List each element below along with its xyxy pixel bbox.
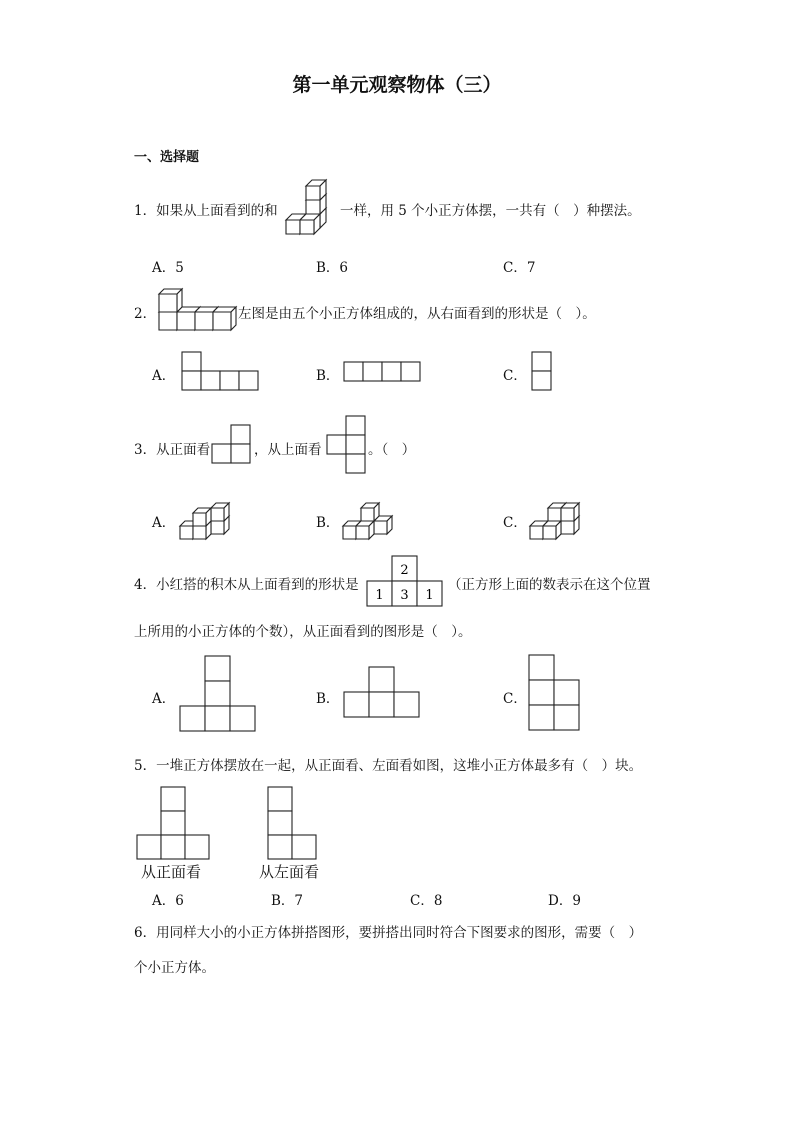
q3-option-b-figure	[341, 492, 397, 542]
q4-grid-number-middle: 3	[400, 588, 409, 603]
q3-top-view	[326, 415, 368, 475]
section-heading: 一、选择题	[134, 150, 200, 165]
q3-option-c[interactable]: C．	[503, 515, 527, 531]
q2-cube-figure	[158, 290, 238, 332]
q5-option-d[interactable]: D．9	[548, 893, 581, 909]
q4-option-b[interactable]: B．	[316, 691, 340, 707]
q4-option-b-figure	[343, 666, 421, 720]
q2-text: 左图是由五个小正方体组成的，从右面看到的形状是（ ）。	[238, 306, 596, 322]
q2-option-b-figure	[343, 361, 423, 383]
q4-text-pre: 4．小红搭的积木从上面看到的形状是	[134, 577, 359, 593]
q4-option-a-figure	[180, 655, 258, 735]
q1-text-pre: 1．如果从上面看到的和	[134, 203, 278, 219]
q1-cube-figure	[284, 176, 330, 236]
q5-caption-front: 从正面看	[141, 863, 202, 881]
q3-option-a[interactable]: A．	[152, 515, 176, 531]
q5-option-c[interactable]: C．8	[410, 893, 443, 909]
q3-text-post: 。（ ）	[368, 442, 416, 458]
q2-option-a[interactable]: A．	[152, 368, 176, 384]
q5-caption-left: 从左面看	[259, 863, 320, 881]
q4-grid-number-right: 1	[425, 588, 434, 603]
q3-front-view	[211, 424, 253, 466]
q4-option-a[interactable]: A．	[152, 691, 176, 707]
q3-option-a-figure	[178, 492, 234, 542]
q3-text-pre: 3．从正面看	[134, 442, 211, 458]
q4-grid-number-top: 2	[400, 563, 409, 578]
q3-text-mid: ，从上面看	[254, 442, 322, 458]
q4-grid-number-left: 1	[375, 588, 384, 603]
q3-option-b[interactable]: B．	[316, 515, 340, 531]
q2-option-c-figure	[531, 351, 555, 391]
q1-option-a[interactable]: A．5	[152, 260, 184, 276]
q4-text-line2: 上所用的小正方体的个数），从正面看到的图形是（ ）。	[134, 624, 472, 640]
q4-text-post: （正方形上面的数表示在这个位置	[448, 577, 651, 593]
q5-text: 5．一堆正方体摆放在一起，从正面看、左面看如图，这堆小正方体最多有（ ）块。	[134, 758, 643, 774]
q3-option-c-figure	[528, 492, 588, 542]
q1-option-c[interactable]: C．7	[503, 260, 536, 276]
q5-option-a[interactable]: A．6	[152, 893, 184, 909]
q1-option-b[interactable]: B．6	[316, 260, 349, 276]
q1-text-post: 一样，用 5 个小正方体摆，一共有（ ）种摆法。	[340, 203, 641, 219]
q5-option-b[interactable]: B．7	[271, 893, 304, 909]
q2-option-b[interactable]: B．	[316, 368, 340, 384]
q5-left-view	[267, 786, 319, 860]
page-title: 第一单元观察物体（三）	[292, 74, 502, 96]
q4-option-c-figure	[528, 654, 582, 734]
q4-option-c[interactable]: C．	[503, 691, 527, 707]
q2-option-a-figure	[181, 351, 261, 391]
q4-top-view-grid	[366, 555, 446, 607]
q2-option-c[interactable]: C．	[503, 368, 527, 384]
q5-front-view	[137, 786, 211, 860]
q2-number: 2．	[134, 306, 157, 322]
q6-text-line1: 6．用同样大小的小正方体拼搭图形，要拼搭出同时符合下图要求的图形，需要（ ）	[134, 925, 643, 941]
q6-text-line2: 个小正方体。	[134, 960, 215, 976]
